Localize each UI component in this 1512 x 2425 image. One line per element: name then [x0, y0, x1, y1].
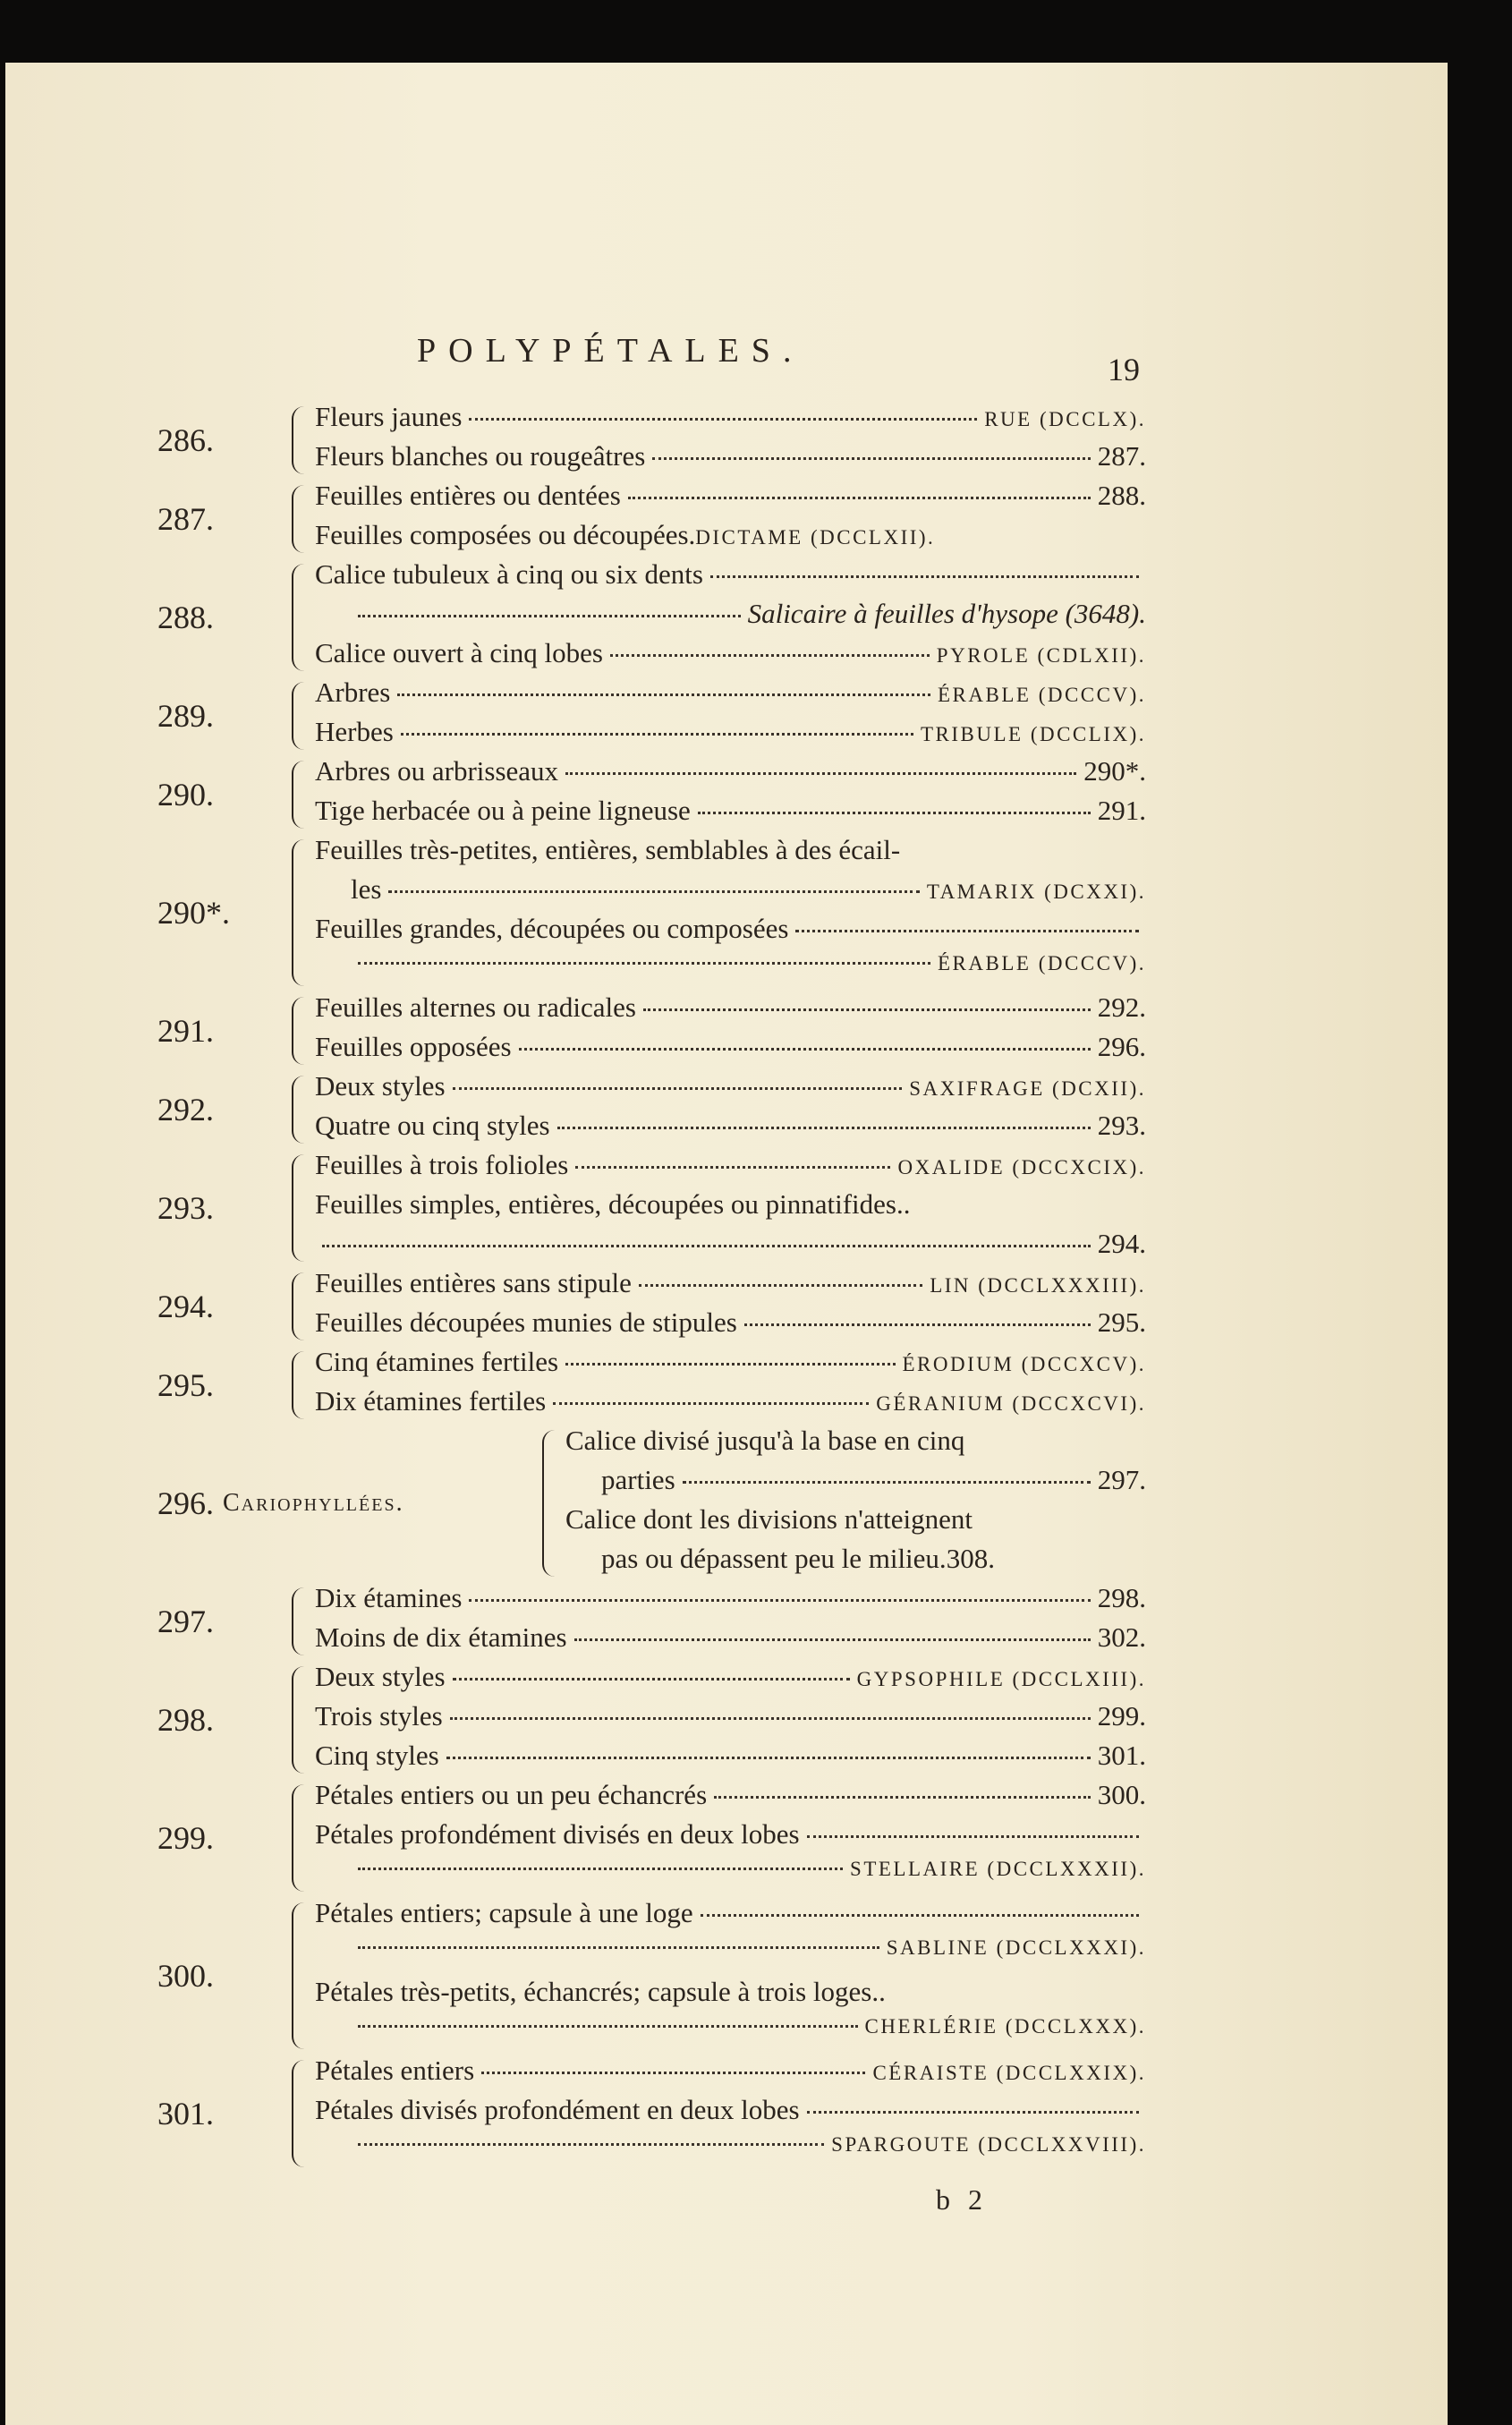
brace-mark — [292, 761, 308, 829]
couplet-number-text: 290*. — [157, 895, 230, 931]
line-result: ÉRABLE (DCCCV). — [938, 684, 1146, 706]
line-result: LIN (DCCLXXXIII). — [930, 1274, 1146, 1297]
couplet-lines — [315, 991, 1146, 1070]
dot-leader — [744, 1323, 1091, 1326]
key-line — [315, 1385, 1146, 1425]
couplet-number — [149, 755, 292, 834]
brace-mark — [292, 2060, 308, 2167]
couplet-number — [149, 480, 292, 558]
dot-leader — [714, 1796, 1091, 1799]
dot-leader — [358, 615, 741, 617]
line-result: OXALIDE (DCCXCIX). — [897, 1156, 1146, 1178]
key-line — [315, 873, 1146, 913]
line-result: SAXIFRAGE (DCXII). — [909, 1077, 1146, 1100]
line-result: 287. — [1097, 440, 1146, 472]
dot-leader — [574, 1638, 1091, 1641]
line-result: ÉRODIUM (DCCXCV). — [902, 1353, 1146, 1375]
couplet-lines — [315, 1661, 1146, 1779]
dot-leader — [446, 1757, 1091, 1759]
line-result: TAMARIX (DCXXI). — [926, 881, 1146, 903]
couplet-number — [149, 991, 292, 1070]
key-line — [315, 1031, 1146, 1070]
line-text: Herbes — [315, 716, 394, 747]
line-text: Quatre ou cinq styles — [315, 1110, 550, 1141]
key-line — [565, 1464, 1146, 1503]
couplet-number-text: 287. — [157, 501, 214, 537]
line-result: 300. — [1097, 1779, 1146, 1810]
key-line — [315, 598, 1146, 637]
dot-leader — [565, 1363, 895, 1366]
key-couplet — [149, 558, 1146, 676]
key-line — [315, 637, 1146, 676]
line-result: 288. — [1097, 480, 1146, 511]
dot-leader — [453, 1087, 903, 1090]
key-line — [315, 1897, 1146, 1936]
line-text: Dix étamines fertiles — [315, 1385, 547, 1417]
brace-mark — [292, 1902, 308, 2049]
line-text: Feuilles très-petites, entières, semblables à des écail- — [315, 834, 901, 865]
dot-leader — [639, 1284, 922, 1287]
couplet-number-text: 301. — [157, 2096, 214, 2131]
couplet-number-text: 300. — [157, 1958, 214, 1994]
couplet-lines — [315, 1149, 1146, 1267]
couplet-lines — [315, 834, 1146, 991]
key-couplet — [149, 676, 1146, 755]
book-page — [5, 63, 1448, 2425]
line-text: Tige herbacée ou à peine ligneuse — [315, 795, 691, 826]
brace-mark — [292, 1272, 308, 1340]
dot-leader — [358, 962, 930, 965]
brace-mark — [542, 1430, 558, 1577]
line-result: SPARGOUTE (DCCLXXVIII). — [831, 2133, 1146, 2156]
key-line — [315, 1110, 1146, 1149]
line-result: GÉRANIUM (DCCXCVI). — [876, 1392, 1146, 1415]
dot-leader — [358, 2143, 824, 2146]
dot-leader — [652, 457, 1090, 460]
dot-leader — [610, 654, 930, 657]
brace-mark — [292, 564, 308, 671]
dot-leader — [388, 890, 919, 893]
key-couplet — [149, 991, 1146, 1070]
brace-mark — [292, 1784, 308, 1892]
dot-leader — [453, 1678, 850, 1680]
line-text: Pétales profondément divisés en deux lobes — [315, 1818, 800, 1850]
dot-leader — [358, 1946, 879, 1949]
key-line — [315, 2133, 1146, 2173]
couplet-number — [149, 1897, 292, 2055]
dot-leader — [795, 930, 1139, 932]
key-couplet — [149, 1661, 1146, 1779]
couplet-lines — [315, 1267, 1146, 1346]
key-line — [315, 1306, 1146, 1346]
line-result: ÉRABLE (DCCCV). — [938, 952, 1146, 974]
key-line — [315, 519, 1146, 558]
key-line — [315, 1818, 1146, 1858]
dot-leader — [469, 418, 977, 421]
key-line — [315, 1346, 1146, 1385]
couplet-number — [149, 1582, 292, 1661]
line-result: 301. — [1097, 1740, 1146, 1771]
dot-leader — [469, 1599, 1090, 1602]
line-result: 297. — [1097, 1464, 1146, 1495]
line-text: Dix étamines — [315, 1582, 463, 1613]
couplet-number — [149, 1661, 292, 1779]
line-result: DICTAME (DCCLXII). — [695, 526, 936, 549]
couplet-number — [149, 1346, 292, 1425]
line-result: 294. — [1097, 1228, 1146, 1259]
key-line — [315, 913, 1146, 952]
dot-leader — [683, 1481, 1091, 1484]
dot-leader — [807, 2111, 1139, 2114]
couplet-lines — [315, 1346, 1146, 1425]
dot-leader — [565, 772, 1076, 775]
brace-mark — [292, 485, 308, 553]
key-line — [315, 834, 1146, 873]
line-text: Feuilles opposées — [315, 1031, 512, 1062]
key-line — [315, 1582, 1146, 1621]
couplet-number — [149, 1267, 292, 1346]
line-text: parties — [601, 1464, 675, 1495]
couplet-number-text: 295. — [157, 1367, 214, 1403]
key-couplet — [149, 1425, 1146, 1582]
line-result: 308. — [946, 1543, 995, 1574]
key-couplet — [149, 1149, 1146, 1267]
couplet-lines — [315, 676, 1146, 755]
line-text: Deux styles — [315, 1661, 446, 1692]
key-couplet — [149, 1070, 1146, 1149]
key-line — [315, 1188, 1146, 1228]
key-line — [315, 558, 1146, 598]
line-text: les — [351, 873, 382, 905]
line-text: Pétales entiers — [315, 2055, 475, 2086]
key-line — [315, 1740, 1146, 1779]
key-line — [315, 1858, 1146, 1897]
key-line — [315, 1621, 1146, 1661]
line-text: Cinq étamines fertiles — [315, 1346, 559, 1377]
key-line — [315, 1779, 1146, 1818]
line-text: Fleurs jaunes — [315, 401, 463, 432]
line-text: Moins de dix étamines — [315, 1621, 567, 1653]
line-result: 290*. — [1083, 755, 1146, 787]
couplet-number — [149, 558, 292, 676]
key-couplet — [149, 1267, 1146, 1346]
brace-mark — [292, 1154, 308, 1262]
couplet-number-text: 299. — [157, 1820, 214, 1856]
key-line — [315, 1267, 1146, 1306]
couplet-lines — [315, 2055, 1146, 2173]
brace-mark — [292, 1666, 308, 1774]
couplet-number-text: 291. — [157, 1013, 214, 1049]
line-result: 302. — [1097, 1621, 1146, 1653]
key-line — [315, 2015, 1146, 2055]
line-text: Trois styles — [315, 1700, 443, 1732]
couplet-lines — [315, 755, 1146, 834]
key-line — [315, 1700, 1146, 1740]
key-line — [315, 1661, 1146, 1700]
key-line — [315, 440, 1146, 480]
line-result: 292. — [1097, 991, 1146, 1023]
couplet-lines — [315, 1070, 1146, 1149]
brace-mark — [292, 1587, 308, 1655]
key-couplet — [149, 1779, 1146, 1897]
dot-leader — [553, 1402, 869, 1405]
dot-leader — [358, 1868, 843, 1870]
key-line — [565, 1503, 1146, 1543]
line-text: Feuilles grandes, découpées ou composées — [315, 913, 789, 944]
couplet-lines — [565, 1425, 1146, 1582]
line-text: Pétales entiers ou un peu échancrés — [315, 1779, 708, 1810]
line-text: Fleurs blanches ou rougeâtres — [315, 440, 646, 472]
couplet-lines — [315, 480, 1146, 558]
key-line — [315, 1976, 1146, 2015]
key-line — [315, 1936, 1146, 1976]
line-result: 298. — [1097, 1582, 1146, 1613]
couplet-number-text: 292. — [157, 1092, 214, 1127]
couplet-number-text: 296. — [157, 1485, 214, 1521]
dot-leader — [322, 1245, 1091, 1247]
dot-leader — [698, 812, 1091, 814]
key-line — [315, 1149, 1146, 1188]
couplet-number-text: 288. — [157, 600, 214, 635]
couplet-lines — [315, 401, 1146, 480]
key-line — [315, 952, 1146, 991]
line-result: 296. — [1097, 1031, 1146, 1062]
key-line — [565, 1425, 1146, 1464]
brace-mark — [292, 682, 308, 750]
key-couplet — [149, 401, 1146, 480]
couplet-number-text: 289. — [157, 698, 214, 734]
line-text: Calice dont les divisions n'atteignent — [565, 1503, 973, 1535]
line-text: Calice divisé jusqu'à la base en cinq — [565, 1425, 965, 1456]
key-couplet — [149, 834, 1146, 991]
couplet-number-text: 297. — [157, 1604, 214, 1639]
line-text: Arbres — [315, 676, 391, 708]
key-line — [315, 1228, 1146, 1267]
identification-key — [149, 401, 1146, 2173]
couplet-lines — [315, 1582, 1146, 1661]
dot-leader — [643, 1008, 1091, 1011]
line-text: Pétales entiers; capsule à une loge — [315, 1897, 693, 1928]
couplet-lines — [315, 1779, 1146, 1897]
dot-leader — [807, 1835, 1139, 1838]
key-line — [315, 755, 1146, 795]
key-couplet — [149, 1346, 1146, 1425]
couplet-number — [149, 1149, 292, 1267]
line-result: TRIBULE (DCCLIX). — [920, 723, 1146, 745]
key-line — [315, 795, 1146, 834]
dot-leader — [519, 1048, 1091, 1051]
brace-mark — [292, 406, 308, 474]
line-text: Arbres ou arbrisseaux — [315, 755, 559, 787]
dot-leader — [557, 1127, 1091, 1129]
brace-mark — [292, 839, 308, 986]
couplet-number-text: 298. — [157, 1702, 214, 1738]
line-text: Feuilles composées ou découpées. — [315, 519, 696, 550]
line-result: STELLAIRE (DCCLXXXII). — [850, 1858, 1146, 1880]
key-couplet — [149, 1582, 1146, 1661]
line-text: Feuilles à trois folioles — [315, 1149, 569, 1180]
brace-mark — [292, 1351, 308, 1419]
line-text: Feuilles alternes ou radicales — [315, 991, 636, 1023]
dot-leader — [397, 693, 930, 696]
dot-leader — [481, 2072, 865, 2074]
brace-mark — [292, 997, 308, 1065]
line-result: PYROLE (CDLXII). — [936, 644, 1146, 667]
line-text: Feuilles simples, entières, découpées ou pinnatifides.. — [315, 1188, 911, 1220]
key-couplet — [149, 2055, 1146, 2173]
key-couplet — [149, 480, 1146, 558]
line-text: Pétales très-petits, échancrés; capsule à trois loges.. — [315, 1976, 886, 2007]
key-line — [565, 1543, 1146, 1582]
dot-leader — [710, 575, 1139, 578]
line-result: 293. — [1097, 1110, 1146, 1141]
couplet-number — [149, 1425, 542, 1582]
couplet-number-text: 294. — [157, 1289, 214, 1324]
line-text: Deux styles — [315, 1070, 446, 1102]
couplet-number — [149, 401, 292, 480]
family-label: Cariophyllées. — [223, 1489, 404, 1517]
line-text: Calice tubuleux à cinq ou six dents — [315, 558, 703, 590]
key-line — [315, 1070, 1146, 1110]
key-line — [315, 991, 1146, 1031]
running-head: POLYPÉTALES. — [417, 332, 804, 370]
dot-leader — [450, 1717, 1091, 1720]
key-line — [315, 2055, 1146, 2094]
line-result: RUE (DCCLX). — [984, 408, 1146, 430]
key-line — [315, 716, 1146, 755]
couplet-number-text: 286. — [157, 422, 214, 458]
key-line — [315, 2094, 1146, 2133]
line-result: CÉRAISTE (DCCLXXIX). — [872, 2062, 1146, 2084]
couplet-number — [149, 2055, 292, 2173]
line-text: pas ou dépassent peu le milieu. — [601, 1543, 947, 1574]
dot-leader — [358, 2025, 858, 2028]
line-result: 291. — [1097, 795, 1146, 826]
key-couplet — [149, 1897, 1146, 2055]
couplet-number — [149, 1070, 292, 1149]
line-result: CHERLÉRIE (DCCLXXX). — [864, 2015, 1146, 2038]
key-couplet — [149, 755, 1146, 834]
dot-leader — [401, 733, 913, 736]
couplet-number — [149, 1779, 292, 1897]
key-line — [315, 401, 1146, 440]
dot-leader — [628, 497, 1091, 499]
line-text: Feuilles entières sans stipule — [315, 1267, 632, 1298]
line-text: Pétales divisés profondément en deux lobes — [315, 2094, 800, 2125]
key-line — [315, 480, 1146, 519]
couplet-number — [149, 676, 292, 755]
line-text: Cinq styles — [315, 1740, 439, 1771]
line-text: Feuilles découpées munies de stipules — [315, 1306, 737, 1338]
couplet-number-text: 290. — [157, 777, 214, 813]
line-text: Feuilles entières ou dentées — [315, 480, 621, 511]
line-result: 295. — [1097, 1306, 1146, 1338]
couplet-number-text: 293. — [157, 1190, 214, 1226]
line-text: Calice ouvert à cinq lobes — [315, 637, 603, 668]
line-result: Salicaire à feuilles d'hysope (3648). — [747, 598, 1146, 629]
dot-leader — [701, 1914, 1139, 1917]
page-number: 19 — [1108, 352, 1140, 387]
line-result: GYPSOPHILE (DCCLXIII). — [856, 1668, 1146, 1690]
line-result: 299. — [1097, 1700, 1146, 1732]
couplet-lines — [315, 558, 1146, 676]
couplet-lines — [315, 1897, 1146, 2055]
line-result: SABLINE (DCCLXXXI). — [886, 1936, 1146, 1959]
signature-mark: b 2 — [936, 2183, 988, 2216]
dot-leader — [575, 1166, 890, 1169]
key-line — [315, 676, 1146, 716]
couplet-number — [149, 834, 292, 991]
brace-mark — [292, 1076, 308, 1144]
